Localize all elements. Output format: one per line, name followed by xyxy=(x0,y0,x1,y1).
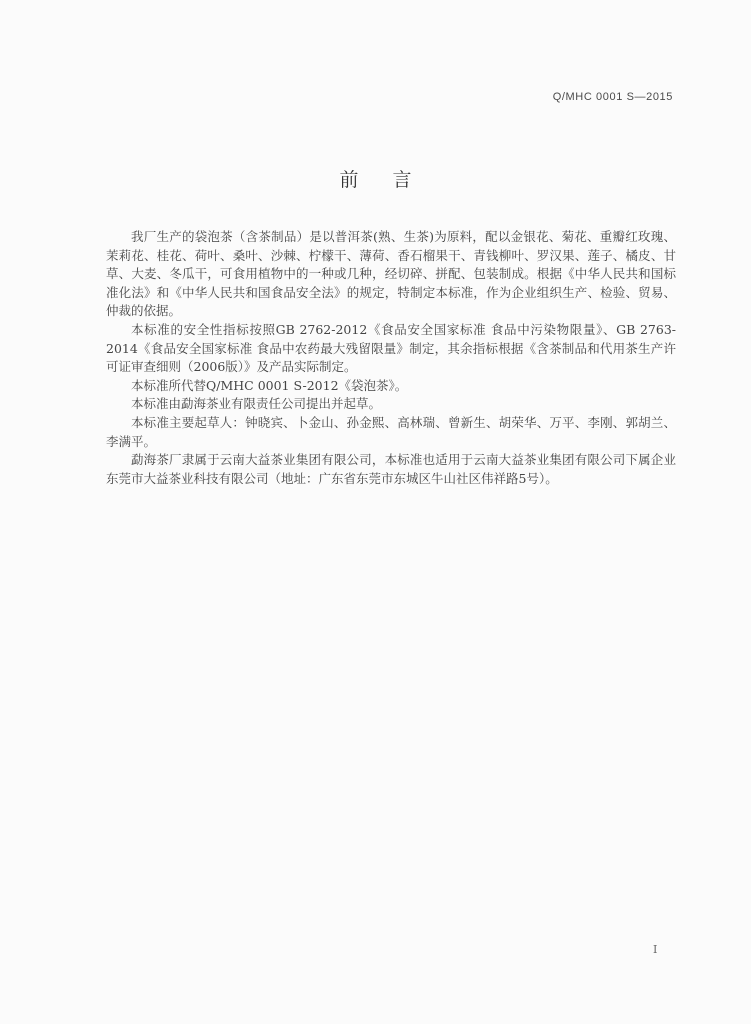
paragraph-drafters: 本标准主要起草人：钟晓宾、卜金山、孙金熙、高林瑞、曾新生、胡荣华、万平、李刚、郭胡兰、李满平。 xyxy=(106,414,676,449)
foreword-body xyxy=(106,228,676,488)
standard-code: Q/MHC 0001 S—2015 xyxy=(552,91,673,103)
paragraph-applicability: 勐海茶厂隶属于云南大益茶业集团有限公司，本标准也适用于云南大益茶业集团有限公司下属企业东莞市大益茶业科技有限公司（地址：广东省东莞市东城区牛山社区伟祥路5号）。 xyxy=(106,452,676,486)
paragraph-replaces: 本标准所代替Q/MHC 0001 S-2012《袋泡茶》。 xyxy=(131,377,408,393)
page-title: 前 言 xyxy=(339,169,426,191)
page-number: I xyxy=(653,943,658,956)
paragraph-proposer: 本标准由勐海茶业有限责任公司提出并起草。 xyxy=(131,396,382,412)
paragraph-intro: 我厂生产的袋泡茶（含茶制品）是以普洱茶(熟、生茶)为原料，配以金银花、菊花、重瓣红玫瑰、茉莉花、桂花、荷叶、桑叶、沙棘、柠檬干、薄荷、香石榴果干、青钱柳叶、罗汉果、莲子、橘皮、甘草、大麦、冬瓜干，可食用植物中的一种或几种，经切碎、拼配、包装制成。根据《中华人民共和国标准化法》和《中华人民共和国食品安全法》的规定，特制定本标准，作为企业组织生产、检验、贸易、仲裁的依据。 xyxy=(106,229,676,319)
paragraph-safety-indicators: 本标准的安全性指标按照GB 2762-2012《食品安全国家标准 食品中污染物限量》、GB 2763-2014《食品安全国家标准 食品中农药最大残留限量》制定，其余指标根据《含茶制品和代用茶生产许可证审查细则（2006版）》及产品实际制定。 xyxy=(106,321,676,375)
